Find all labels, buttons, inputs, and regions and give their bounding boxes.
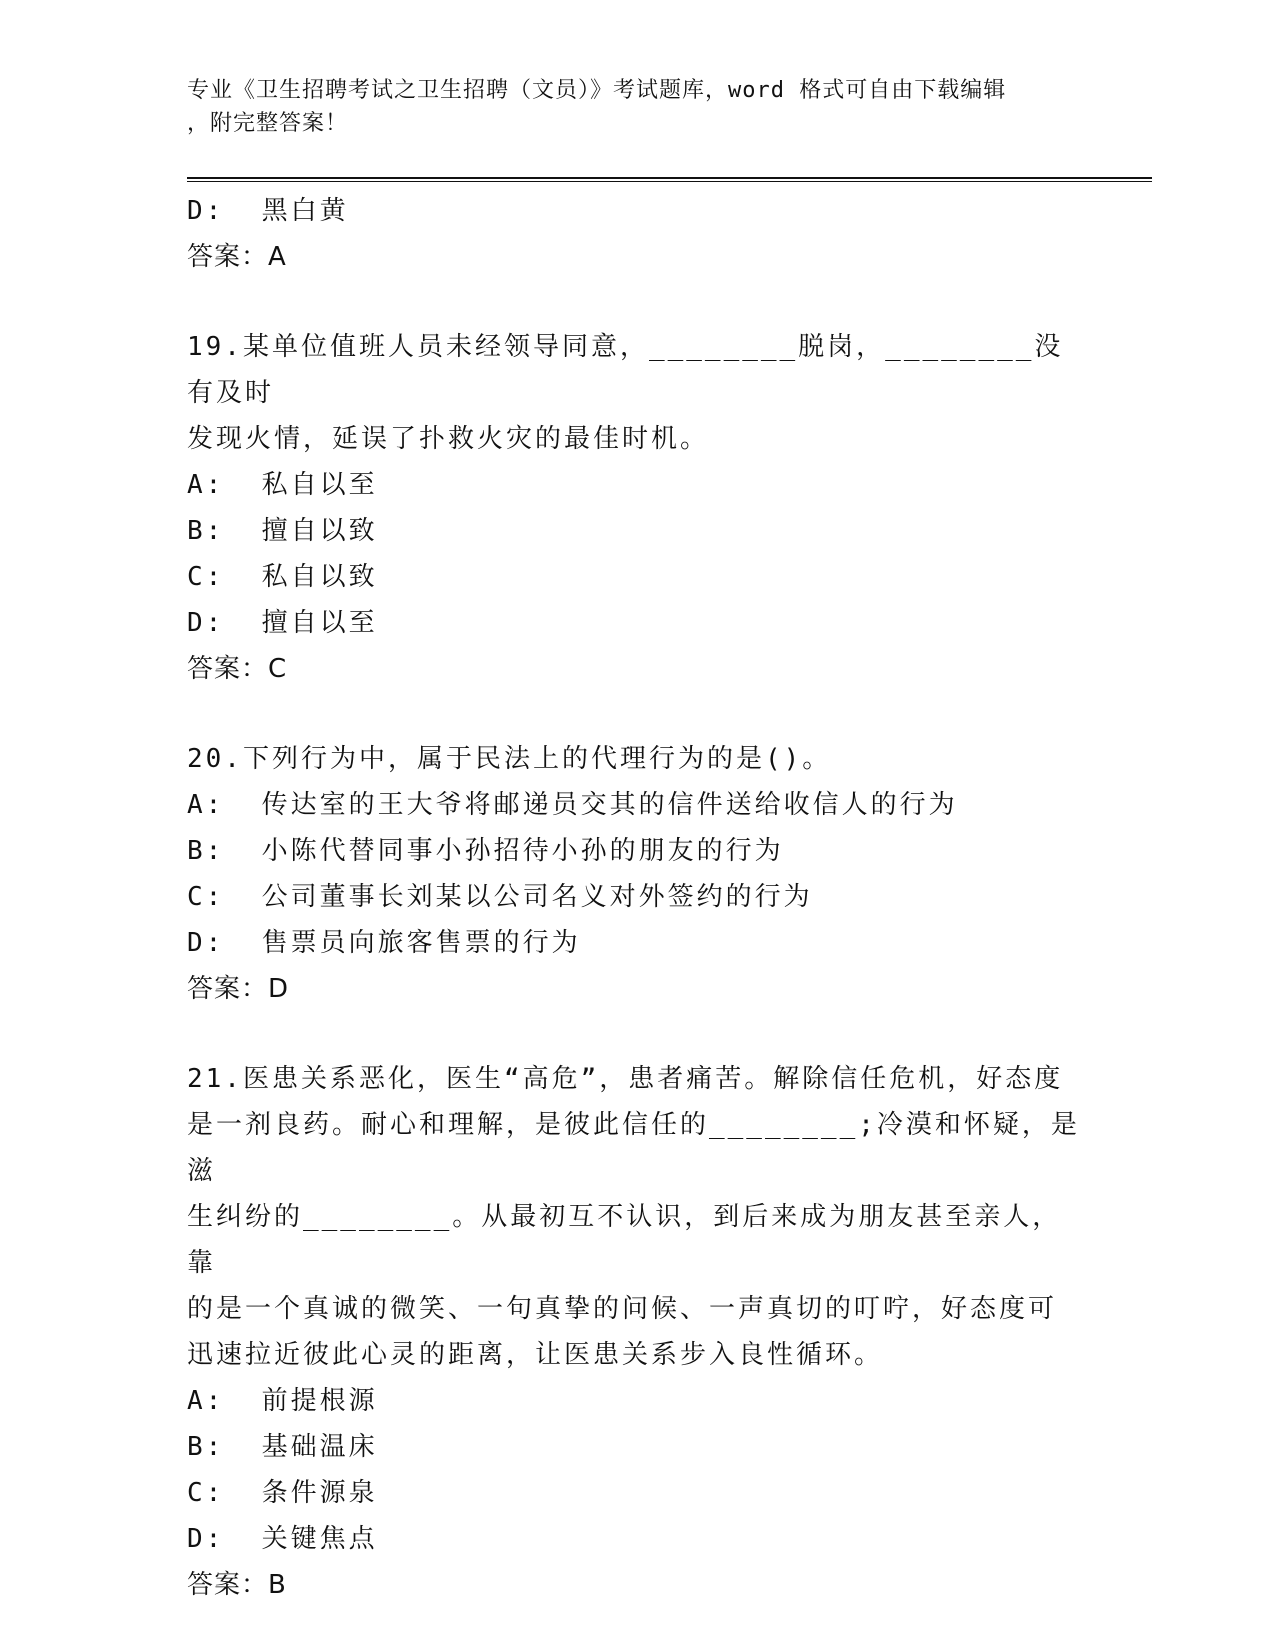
stem-line: 迅速拉近彼此心灵的距离，让医患关系步入良性循环。 <box>187 1340 884 1370</box>
previous-question-tail <box>187 188 1087 280</box>
header-line-1: 专业《卫生招聘考试之卫生招聘（文员）》考试题库，word 格式可自由下载编辑 <box>187 78 1007 103</box>
option-a: A: 传达室的王大爷将邮递员交其的信件送给收信人的行为 <box>187 790 958 820</box>
stem-line: 是一剂良药。耐心和理解，是彼此信任的________;冷漠和怀疑，是滋 <box>187 1110 1080 1186</box>
option-c: C: 条件源泉 <box>187 1478 378 1508</box>
stem-line: 生纠纷的________。从最初互不认识，到后来成为朋友甚至亲人，靠 <box>187 1202 1062 1278</box>
answer-line: 答案：C <box>187 654 288 684</box>
stem-line: 21.医患关系恶化，医生“高危”，患者痛苦。解除信任危机，好态度 <box>187 1064 1064 1094</box>
option-d: D: 擅自以至 <box>187 608 378 638</box>
question-stem <box>187 324 1087 462</box>
question-stem <box>187 736 1087 782</box>
option-d: D: 关键焦点 <box>187 1524 378 1554</box>
option-b: B: 基础温床 <box>187 1432 378 1462</box>
option-a: A: 私自以至 <box>187 470 378 500</box>
answer-line: 答案：A <box>187 242 287 272</box>
option-c: C: 私自以致 <box>187 562 378 592</box>
header-divider-thick <box>187 177 1152 179</box>
header-line-2: ，附完整答案！ <box>187 111 349 136</box>
document-header <box>187 74 1087 140</box>
option-d: D: 黑白黄 <box>187 196 349 226</box>
question-list <box>187 188 1087 1608</box>
option-b: B: 小陈代替同事小孙招待小孙的朋友的行为 <box>187 836 784 866</box>
question-21 <box>187 1056 1087 1608</box>
option-a: A: 前提根源 <box>187 1386 378 1416</box>
stem-line: 的是一个真诚的微笑、一句真挚的问候、一声真切的叮咛，好态度可 <box>187 1294 1058 1324</box>
question-19 <box>187 324 1087 692</box>
stem-line: 19.某单位值班人员未经领导同意，________脱岗，________没有及时 <box>187 332 1064 408</box>
option-c: C: 公司董事长刘某以公司名义对外签约的行为 <box>187 882 813 912</box>
answer-line: 答案：B <box>187 1570 287 1600</box>
header-divider-thin <box>187 181 1152 182</box>
option-d: D: 售票员向旅客售票的行为 <box>187 928 581 958</box>
stem-line: 20.下列行为中，属于民法上的代理行为的是()。 <box>187 744 832 774</box>
answer-line: 答案：D <box>187 974 290 1004</box>
question-20 <box>187 736 1087 1012</box>
question-stem <box>187 1056 1087 1378</box>
option-b: B: 擅自以致 <box>187 516 378 546</box>
stem-line: 发现火情，延误了扑救火灾的最佳时机。 <box>187 424 710 454</box>
